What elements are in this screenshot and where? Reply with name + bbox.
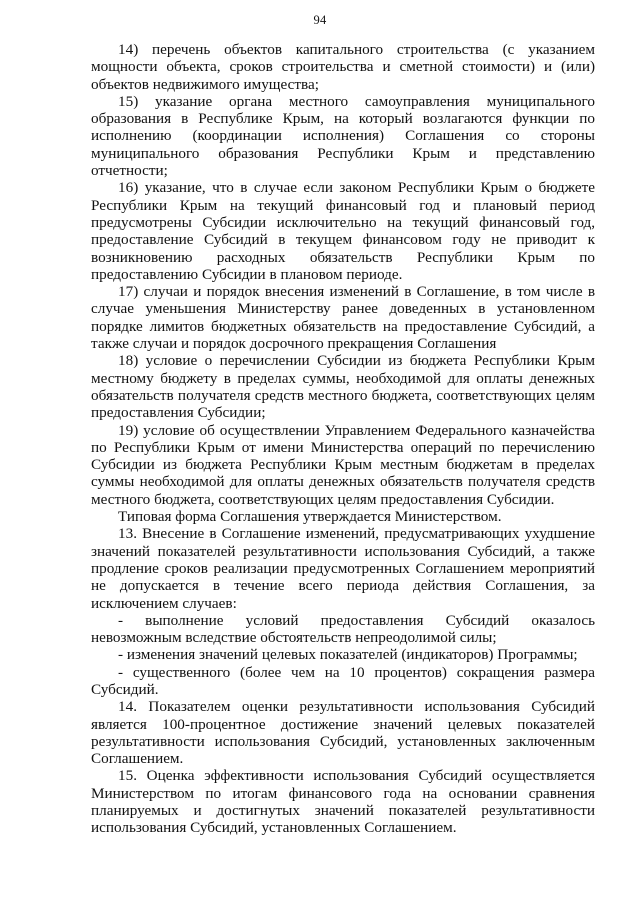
paragraph-item-14: 14) перечень объектов капитального строительства (с указанием мощности объекта, сроков строительства и сметной стоимости) и (или) объектов недвижимого имущества; xyxy=(91,41,595,93)
paragraph-exception-force-majeure: - выполнение условий предоставления Субсидий оказалось невозможным вследствие обстоятельств непреодолимой силы; xyxy=(91,611,595,647)
page-number: 94 xyxy=(313,13,327,27)
document-body xyxy=(91,41,595,837)
paragraph-item-16: 16) указание, что в случае если законом Республики Крым о бюджете Республики Крым на текущий финансовый год и плановый период предусмотрены Субсидии исключительно на текущий финансовый год, предоставление Субсидий в текущем финансовом году не приводит к возникновению расходных обязательств Республики Крым по предоставлению Субсидии в плановом периоде. xyxy=(91,179,595,283)
paragraph-section-13: 13. Внесение в Соглашение изменений, предусматривающих ухудшение значений показателей результативности использования Субсидий, а также продление сроков реализации предусмотренных Соглашением мероприятий не допускается в течение всего периода действия Соглашения, за исключением случаев: xyxy=(91,525,595,612)
paragraph-section-14: 14. Показателем оценки результативности использования Субсидий является 100-процентное достижение значений целевых показателей результативности использования Субсидий, установленных заключенным Соглашением. xyxy=(91,698,595,768)
paragraph-exception-subsidy-reduction: - существенного (более чем на 10 процентов) сокращения размера Субсидий. xyxy=(91,663,595,698)
paragraph-item-15: 15) указание органа местного самоуправления муниципального образования в Республике Крым, на который возлагаются функции по исполнению (координации исполнения) Соглашения со стороны муниципального образования Республики Крым и представлению отчетности; xyxy=(91,92,595,180)
paragraph-item-19: 19) условие об осуществлении Управлением Федерального казначейства по Республики Крым от имени Министерства операций по перечислению Субсидии из бюджета Республики Крым местным бюджетам в пределах суммы необходимой для оплаты денежных обязательств получателя средств местного бюджета, соответствующих целям предоставления Субсидии. xyxy=(91,421,595,508)
paragraph-section-15: 15. Оценка эффективности использования Субсидий осуществляется Министерством по итогам финансового года на основании сравнения планируемых и достигнутых значений показателей результативности использования Субсидий, установленных Соглашением. xyxy=(91,767,595,837)
paragraph-item-17: 17) случаи и порядок внесения изменений в Соглашение, в том числе в случае уменьшения Министерству ранее доведенных в установленном порядке лимитов бюджетных обязательств на предоставление Субсидий, а также случаи и порядок досрочного прекращения Соглашения xyxy=(91,283,595,353)
paragraph-item-18: 18) условие о перечислении Субсидии из бюджета Республики Крым местному бюджету в пределах суммы, необходимой для оплаты денежных обязательств получателя средств местного бюджета, соответствующих целям предоставления Субсидии; xyxy=(91,352,595,422)
paragraph-exception-indicators: - изменения значений целевых показателей (индикаторов) Программы; xyxy=(118,646,578,664)
paragraph-agreement-template: Типовая форма Соглашения утверждается Министерством. xyxy=(118,508,502,526)
